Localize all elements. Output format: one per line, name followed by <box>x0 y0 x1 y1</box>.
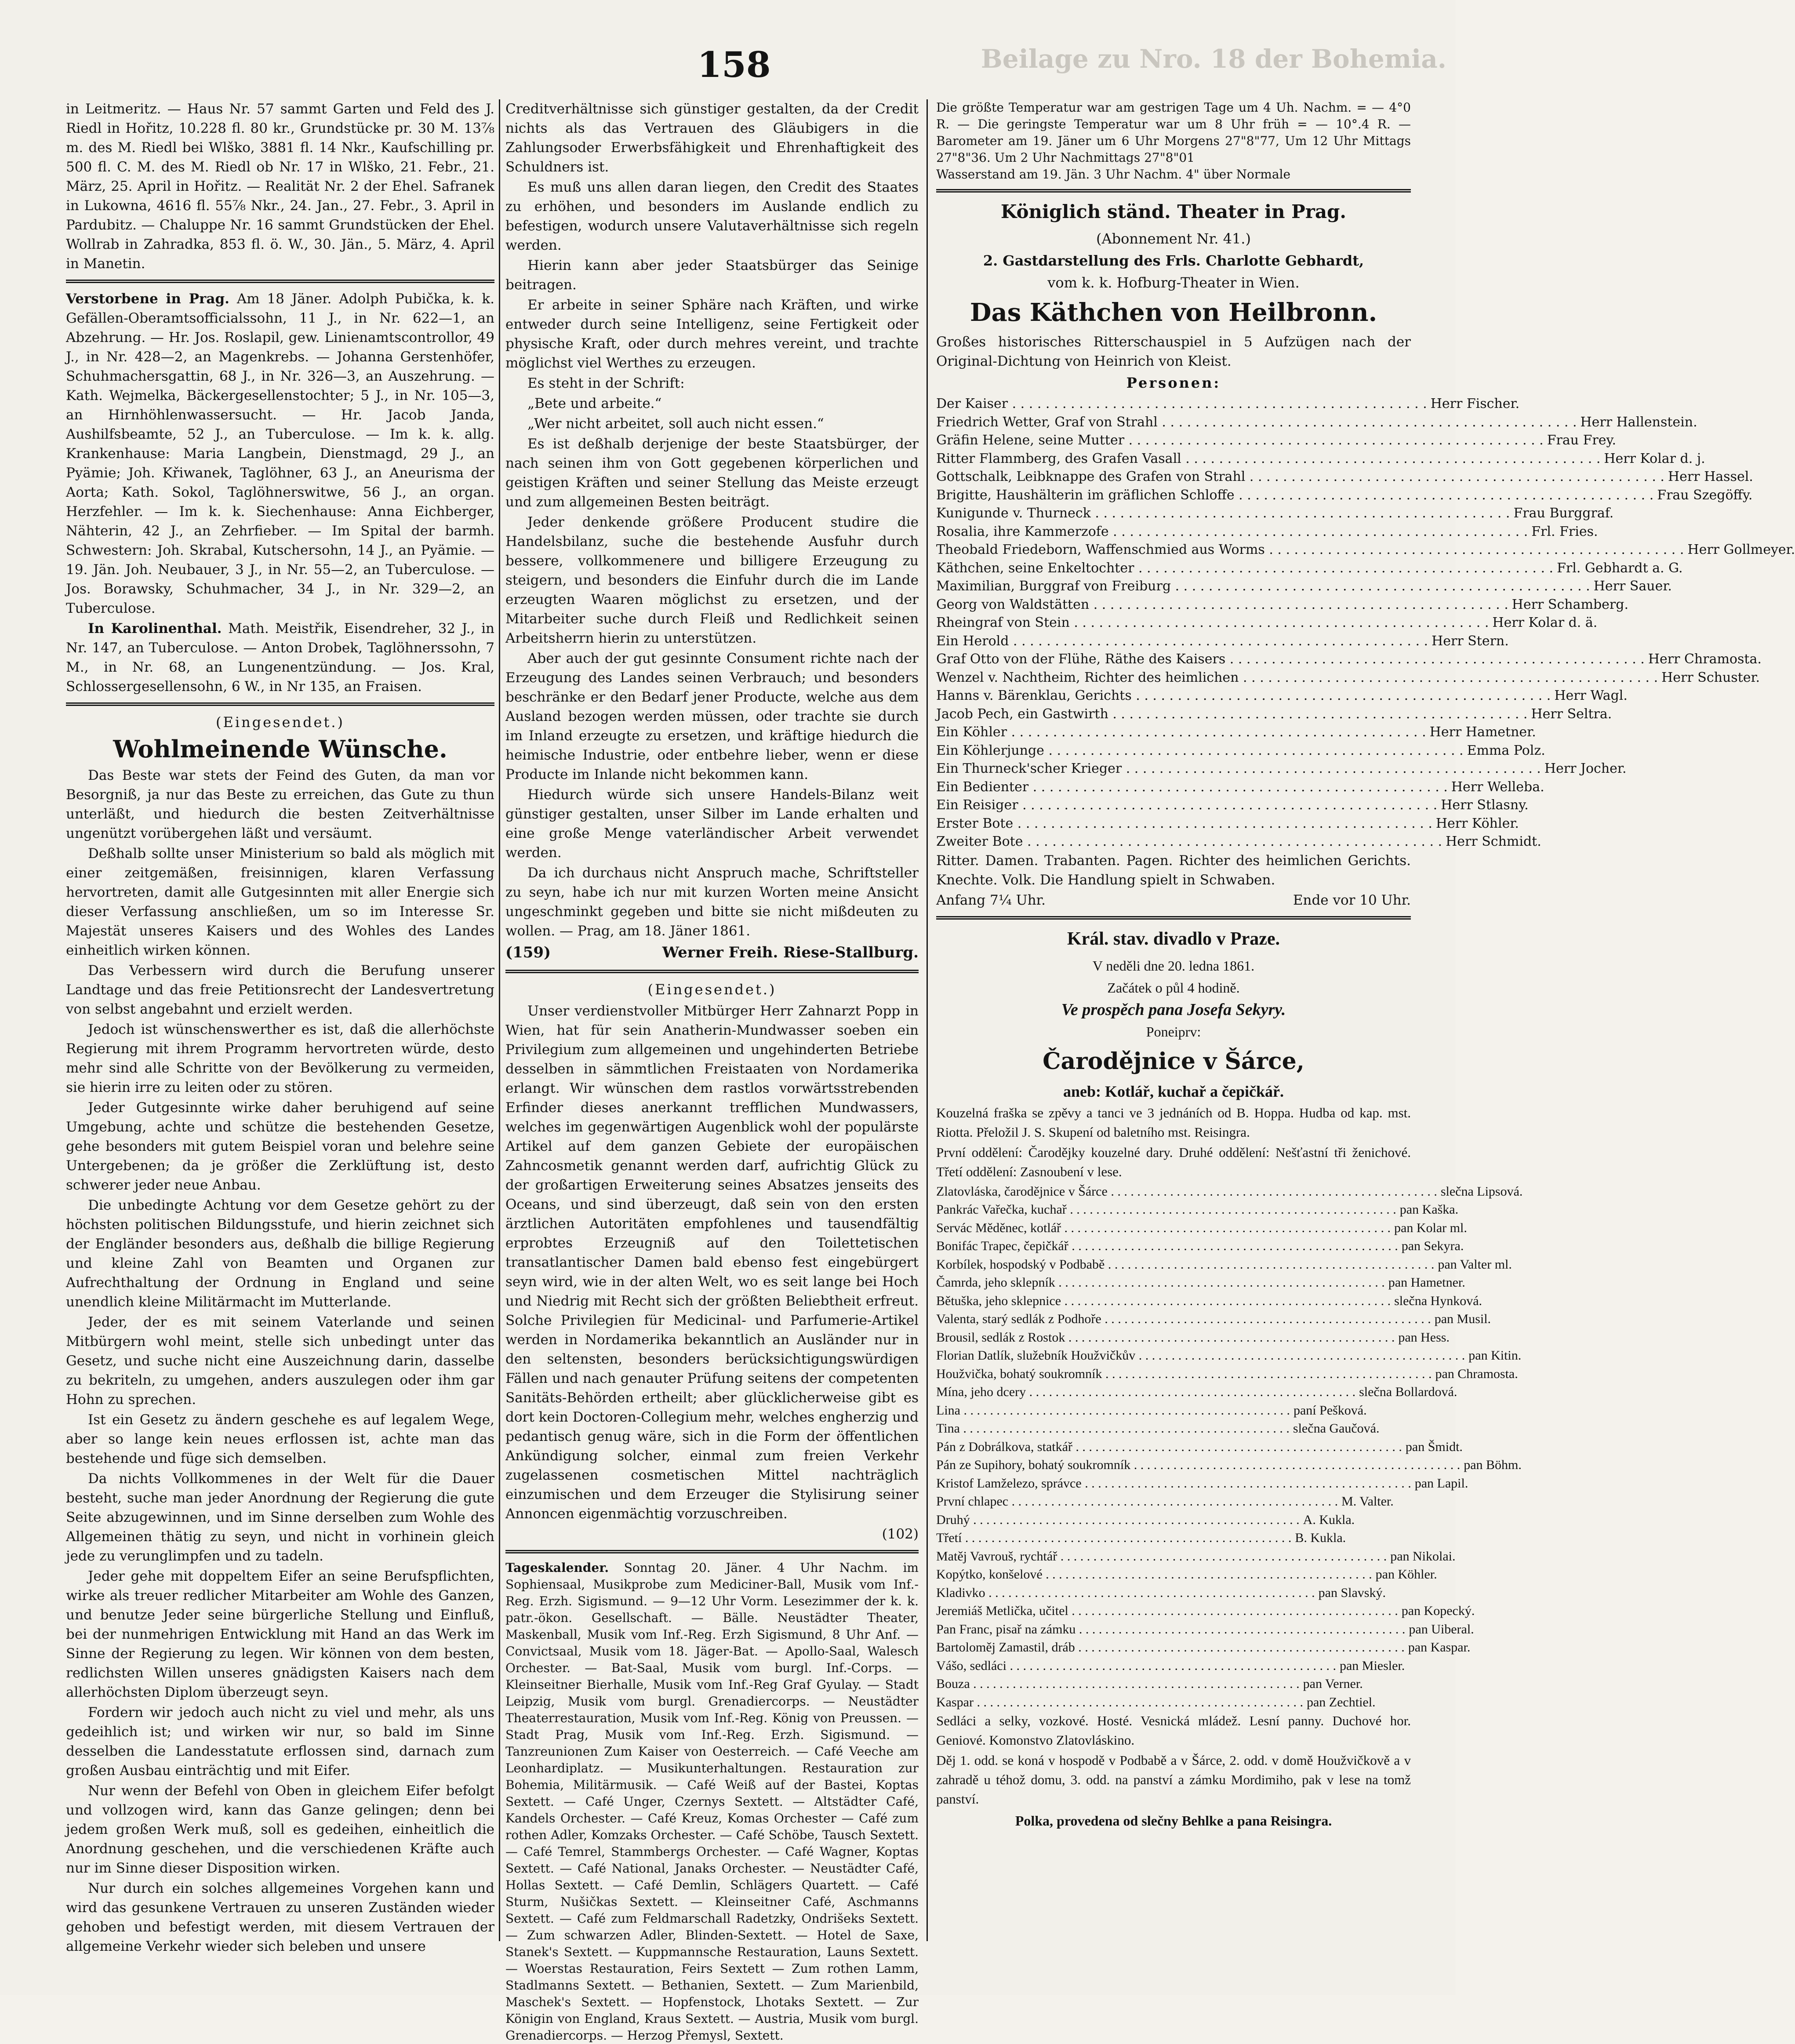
wishes-paragraph: Jeder, der es mit seinem Vaterlande und seinen Mitbürgern wohl meint, stelle sich unbedingt unter das Gesetz, und suche nicht eine Auszeichnung darin, dasselbe zu bekriteln, zu umgehen, anders auszulegen oder ihm gar Hohn zu sprechen. <box>66 1314 494 1408</box>
cast-role: Čamrda, jeho sklepník . . . <box>936 1273 1385 1292</box>
cast-role: Theobald Friedeborn, Waffenschmied aus Worms . . . <box>936 541 1684 559</box>
cast-actor: pan Valter ml. <box>1438 1257 1512 1272</box>
wishes-continued: Jeder denkende größere Producent studire die Handelsbilanz, suche die bestehende Ausfuhr durch bessere, vollkommenere und billigere Erzeugung zu steigern, und besonders die Einfuhr durch die im Lande erzeugten Waaren möglichst zu ersetzen, und der Mitarbeiter suche durch Fleiß und Redlichkeit seinen Arbeitsherrn hierin zu unterstützen. <box>505 514 919 646</box>
signature-name: Werner Freih. Riese-Stallburg. <box>662 944 919 961</box>
cast-entry <box>936 1492 1411 1511</box>
cast-entry <box>936 742 1545 760</box>
cast-actor: Herr Köhler. <box>1435 815 1519 831</box>
cast-entry <box>936 1529 1411 1547</box>
wishes-paragraph: Deßhalb sollte unser Ministerium so bald als möglich mit einer zeitgemäßen, freisinnigen, klaren Verfassung hervortreten, damit alle Gutgesinnten mit aller Energie sich dieser Verfassung anschließen, um so im Interesse Sr. Majestät unseres Kaisers und des Wohles des Landes einheitlich wirken können. <box>66 846 494 958</box>
cast-entry <box>936 1675 1411 1693</box>
cast-actor: Herr Stlasny. <box>1441 797 1529 813</box>
cast-role: Vášo, sedláci . . . <box>936 1657 1336 1675</box>
cast-entry <box>936 596 1628 614</box>
cast-entry <box>936 1401 1411 1420</box>
cast-entry <box>936 1511 1411 1529</box>
cast-actor: Herr Gollmeyer. <box>1687 542 1795 557</box>
cast-role: Jacob Pech, ein Gastwirth . . . <box>936 705 1527 724</box>
cast-role: Matěj Vavrouš, rychtář . . . <box>936 1547 1387 1566</box>
wishes-continued: Es ist deßhalb derjenige der beste Staatsbürger, der nach seinen ihm von Gott gegebenen körperlichen und geistigen Kräften und seiner Stellung das Meiste erzeugt und zum allgemeinen Besten beiträgt. <box>505 436 919 510</box>
cast-actor: Herr Kolar d. j. <box>1604 451 1705 466</box>
water-level: Wasserstand am 19. Jän. 3 Uhr Nachm. 4" über Normale <box>936 167 1291 182</box>
cz-theater-title: Král. stav. divadlo v Praze. <box>1067 928 1280 949</box>
cast-actor: Frau Frey. <box>1547 433 1617 448</box>
cast-role: Der Kaiser . . . <box>936 395 1427 413</box>
cast-actor: pan Slavský. <box>1318 1585 1386 1600</box>
cz-description: Kouzelná fraška se zpěvy a tanci ve 3 jednáních od B. Hoppa. Hudba od kap. mst. Riotta. Přeložil J. S. Skupení od baletního mst. Reisingra. <box>936 1105 1411 1140</box>
wishes-title: Wohlmeinende Wünsche. <box>113 735 447 763</box>
column-divider-2 <box>927 99 928 1941</box>
cast-role: Zlatovláska, čarodějnice v Šárce . . . <box>936 1182 1437 1201</box>
wishes-continued: Es steht in der Schrift: <box>527 375 685 391</box>
signature-number: (159) <box>505 944 551 961</box>
cast-entry <box>936 395 1520 413</box>
cast-actor: Herr Wagl. <box>1554 688 1628 703</box>
cast-actor: Herr Sauer. <box>1593 578 1672 594</box>
cz-play-subtitle: aneb: Kotlář, kuchař a čepičkář. <box>1063 1082 1284 1100</box>
cast-entry <box>936 705 1612 724</box>
cz-benefit: Ve prospěch pana Josefa Sekyry. <box>1061 1000 1286 1019</box>
cast-entry <box>936 504 1614 523</box>
cz-extras: Sedláci a selky, vozkové. Hosté. Vesnická mládež. Lesní panny. Duchové hor. Geniové. Komonstvo Zlatovláskino. <box>936 1713 1411 1748</box>
cz-play-title: Čarodějnice v Šárce, <box>1043 1047 1304 1075</box>
hofburg: vom k. k. Hofburg-Theater in Wien. <box>1047 274 1300 291</box>
cast-role: Ein Reisiger . . . <box>936 796 1437 815</box>
cast-actor: slečna Lipsová. <box>1440 1184 1523 1199</box>
cast-role: Houžvička, bohatý soukromník . . . <box>936 1365 1432 1383</box>
cast-entry <box>936 413 1697 432</box>
cast-role: Kunigunde v. Thurneck . . . <box>936 504 1510 523</box>
cast-entry <box>936 431 1617 450</box>
cast-role: Georg von Waldstätten . . . <box>936 596 1508 614</box>
german-cast-list <box>936 395 1795 851</box>
cast-role: Gottschalk, Leibknappe des Grafen von Strahl . . . <box>936 468 1664 486</box>
play-subtitle: Großes historisches Ritterschauspiel in 5 Aufzügen nach der Original-Dichtung von Heinrich von Kleist. <box>936 334 1411 369</box>
cast-actor: slečna Bollardová. <box>1359 1385 1457 1399</box>
divider <box>66 280 494 283</box>
play-title: Das Käthchen von Heilbronn. <box>970 298 1377 327</box>
wishes-paragraph: Nur durch ein solches allgemeines Vorgehen kann und wird das gesunkene Vertrauen zu unseren Zuständen wieder gehoben und befestigt werden, mit diesem Vertrauen der allgemeine Verkehr wieder sich beleben und unsere <box>66 1880 494 1954</box>
cast-role: První chlapec . . . <box>936 1492 1338 1511</box>
cast-actor: A. Kukla. <box>1303 1512 1355 1527</box>
cast-actor: Herr Seltra. <box>1531 706 1612 722</box>
cast-role: Jeremiáš Metlička, učitel . . . <box>936 1602 1398 1620</box>
wishes-paragraph: Jeder gehe mit doppeltem Eifer an seine Berufspflichten, wirke als treuer redlicher Mitarbeiter am Wohle des Ganzen, und benutze Jeder seine bürgerliche Stellung und Einfluß, bei der nunmehrigen Entwicklung mit Hand an das Werk im Sinne der Regierung zu legen. Wir können von dem besten, redlichsten Willen unseres gnädigsten Kaisers nach dem allerhöchsten Diplom überzeugt seyn. <box>66 1568 494 1700</box>
scripture-quote: „Wer nicht arbeitet, soll auch nicht essen.“ <box>527 416 824 432</box>
cast-actor: Frau Burggraf. <box>1513 506 1614 521</box>
cast-actor: pan Šmidt. <box>1405 1439 1463 1454</box>
cast-actor: pan Kitin. <box>1468 1348 1522 1363</box>
karolinenthal-notice <box>66 619 494 696</box>
cast-entry <box>936 1292 1483 1310</box>
cast-entry <box>936 1474 1468 1493</box>
cast-actor: pan Böhm. <box>1464 1458 1522 1472</box>
cast-entry <box>936 1547 1456 1566</box>
cast-actor: Herr Welleba. <box>1451 779 1544 795</box>
cast-entry <box>936 1237 1464 1255</box>
wishes-continued: Aber auch der gut gesinnte Consument richte nach der Erzeugung des Landes seinen Verbrauch; und besonders beschränke er den Bedarf jener Producte, welche aus dem Ausland bezogen werden müssen, oder trachte sie durch im Inland erzeugte zu ersetzen, und kräftige hiedurch die heimische Industrie, oder entbehre lieber, wenn er diese Producte im Inlande nicht bekommen kann. <box>505 651 919 782</box>
cast-entry <box>936 632 1509 651</box>
cast-entry <box>936 1273 1465 1292</box>
cast-actor: pan Köhler. <box>1375 1567 1437 1582</box>
cast-role: Ein Thurneck'scher Krieger . . . <box>936 760 1541 778</box>
cast-entry <box>936 450 1705 468</box>
cast-role: Erster Bote . . . <box>936 815 1432 833</box>
divider <box>66 702 494 706</box>
cast-entry <box>936 723 1536 742</box>
czech-cast-list <box>936 1182 1523 1712</box>
cast-entry <box>936 1565 1437 1584</box>
cast-entry <box>936 1438 1463 1456</box>
cast-role: Hanns v. Bärenklau, Gerichts . . . <box>936 687 1551 705</box>
cast-role: Mína, jeho dcery . . . <box>936 1383 1355 1401</box>
cast-role: Valenta, starý sedlák z Podhoře . . . <box>936 1310 1431 1328</box>
cz-ponejprv: Poneiprv: <box>1146 1023 1201 1040</box>
cast-actor: slečna Hynková. <box>1394 1293 1483 1308</box>
zahnarzt-notice: Unser verdienstvoller Mitbürger Herr Zahnarzt Popp in Wien, hat für sein Anatherin-Mundwasser soeben ein Privilegium zum allgemeinen und ungehinderten Betriebe desselben in sämmtlichen Freistaaten von Nordamerika erlangt. Wir wünschen dem rastlos vorwärtsstrebenden Erfinder dieses anerkannt trefflichen Mundwassers, welches im gegenwärtigen Augenblick wohl der populärste Artikel auf dem ganzen Gebiete der europäischen Zahncosmetik genannt werden darf, aufrichtig Glück zu der großartigen Erweiterung seines Absatzes jenseits des Oceans, und sind überzeugt, daß sein von den ersten ärztlichen Autoritäten empfohlenes und tausendfältig erprobtes Erzeugniß auf den Toilettetischen transatlantischer Damen bald ebenso fest eingebürgert seyn wird, wie in der alten Welt, wo es seit lange bei Hoch und Niedrig mit Recht sich der größten Beliebtheit erfreut. Solche Privilegien für Medicinal- und Parfumerie-Artikel werden in Nordamerika bekanntlich an Ausländer nur in den seltensten, besonders berücksichtigungswürdigen Fällen und nach genauter Prüfung seitens der competenten Sanitäts-Behörden ertheilt; aber glücklicherweise gibt es dort kein Doctoren-Collegium mehr, welches engherzig und pedantisch genug wäre, sich in die Form der öffentlichen Ankündigung solcher, einmal zum freien Verkehr zugelassenen cosmetischen Mittel nachträglich einzumischen und dem Erzeuger die Stylisirung seiner Annoncen eigenmächtig vorzuschreiben. <box>505 1003 919 1522</box>
deceased-title: Verstorbene in Prag. <box>66 291 229 307</box>
cast-role: Zweiter Bote . . . <box>936 833 1442 851</box>
cast-entry <box>936 614 1598 632</box>
cast-entry <box>936 1255 1512 1274</box>
wishes-paragraph: Ist ein Gesetz zu ändern geschehe es auf legalem Wege, aber so lange kein neues erflossen ist, achte man das bestehende und füge sich demselben. <box>66 1412 494 1466</box>
property-notices: in Leitmeritz. — Haus Nr. 57 sammt Garten und Feld des J. Riedl in Hořitz, 10.228 fl. 80 kr., Grundstücke pr. 30 M. 13⅞ m. des M. Riedl bei Wlško, 3881 fl. 14 Nkr., Kaufschilling pr. 500 fl. C. M. des M. Riedl ob Nr. 17 in Wlško, 21. Febr., 21. März, 25. April in Hořitz. — Realität Nr. 2 der Ehel. Safranek in Lukowna, 4616 fl. 55⅞ Nkr., 24. Jan., 27. Febr., 3. April in Pardubitz. — Chaluppe Nr. 16 sammt Grundstücken der Ehel. Wollrab in Zahradka, 853 fl. ö. W., 30. Jän., 5. März, 4. April in Manetin. <box>66 101 494 272</box>
cast-actor: pan Nikolai. <box>1390 1549 1456 1564</box>
gastdarstellung: 2. Gastdarstellung des Frls. Charlotte Gebhardt, <box>983 252 1364 269</box>
cz-scene: Děj 1. odd. se koná v hospodě v Podbabě a v Šárce, 2. odd. v domě Houžvičkově a v zahradě u téhož domu, 3. odd. na panství a zámku Mordimiho, pak v lese na tomž panství. <box>936 1753 1411 1807</box>
cast-entry <box>936 669 1760 687</box>
cast-actor: pan Kopecký. <box>1401 1604 1475 1618</box>
cast-actor: Herr Fischer. <box>1430 396 1520 411</box>
cast-entry <box>936 1657 1411 1675</box>
column-2 <box>505 99 919 2043</box>
cast-role: Tina . . . <box>936 1419 1290 1438</box>
cast-role: Gräfin Helene, seine Mutter . . . <box>936 431 1544 450</box>
cast-actor: slečna Gaučová. <box>1293 1421 1380 1436</box>
cast-entry <box>936 1365 1518 1383</box>
cast-actor: B. Kukla. <box>1295 1531 1346 1545</box>
cast-role: Korbílek, hospodský v Podbabě . . . <box>936 1255 1434 1274</box>
personen-heading: Personen: <box>1126 375 1221 391</box>
cz-date: V neděli dne 20. ledna 1861. <box>1092 957 1255 974</box>
cast-role: Ritter Flammberg, des Grafen Vasall . . . <box>936 450 1600 468</box>
cast-role: Bonifác Trapec, čepičkář . . . <box>936 1237 1398 1255</box>
time-row <box>936 891 1411 910</box>
cast-actor: Herr Stern. <box>1432 633 1509 649</box>
cast-actor: Herr Jocher. <box>1544 761 1627 776</box>
cast-role: Pán ze Supihory, bohatý soukromník . . . <box>936 1456 1460 1474</box>
cast-actor: Frau Szegöffy. <box>1657 487 1753 503</box>
divider <box>936 916 1411 920</box>
cast-role: Rosalia, ihre Kammerzofe . . . <box>936 523 1528 541</box>
cast-actor: Herr Hametner. <box>1429 724 1536 740</box>
cast-role: Rheingraf von Stein . . . <box>936 614 1489 632</box>
tageskalender-text: Sonntag 20. Jäner. 4 Uhr Nachm. im Sophiensaal, Musikprobe zum Mediciner-Ball, Musik vom Inf.-Reg. Erzh. Sigismund. — 9—12 Uhr Vorm. Lesezimmer der k. k. patr.-ökon. Gesellschaft. — Bälle. Neustädter Theater, Maskenball, Musik vom Inf.-Reg. Erzh Sigismund, 8 Uhr Anf. — Convictsaal, Musik vom 18. Jäger-Bat. — Apollo-Saal, Walesch Orchester. — Bat-Saal, Musik vom burgl. Inf.-Corps. — Kleinseitner Bierhalle, Musik vom Inf.-Reg Graf Gyulay. — Stadt Leipzig, Musik vom burgl. Grenadiercorps. — Neustädter Theaterrestauration, Musik vom Inf.-Reg. König von Preussen. — Stadt Prag, Musik vom Inf.-Reg. Erzh. Sigismund. — Tanzreunionen Zum Kaiser von Oesterreich. — Café Veeche am Leonhardiplatz. — Musikunterhaltungen. Restauration zur Bohemia, Militärmusik. — Café Weiß auf der Bastei, Koptas Sextett. — Café Unger, Czernys Sextett. — Altstädter Café, Kandels Orchester. — Café Kreuz, Komas Orchester — Café zum rothen Adler, Komzaks Orchester. — Café Schöbe, Tausch Sextett. — Café Temrel, Stammbergs Orchester. — Café Wagner, Koptas Sextett. — Café National, Janaks Orchester. — Neustädter Café, Hollas Sextett. — Café Demlin, Schlägers Quartett. — Café Sturm, Nušičkas Sextett. — Kleinseitner Café, Aschmanns Sextett. — Café zum Feldmarschall Radetzky, Ondrišeks Sextett. — Zum schwarzen Adler, Blinden-Sextett. — Hotel de Saxe, Stanek's Sextett. — Kuppmannsche Restauration, Launs Sextett. — Woerstas Restauration, Feirs Sextett — Zum rothen Lamm, Stadlmanns Sextett. — Bethanien, Sextett. — Zum Marienbild, Maschek's Sextett. — Hopfenstock, Lhotaks Sextett. — Zur Königin von England, Kraus Sextett. — Austria, Musik vom burgl. Grenadiercorps. — Herzog Přemysl, Sextett. <box>505 1560 919 2043</box>
cast-actor: pan Hess. <box>1398 1330 1450 1345</box>
column-divider-1 <box>499 99 500 1941</box>
cz-start: Začátek o půl 4 hodině. <box>1107 979 1240 996</box>
cast-role: Wenzel v. Nachtheim, Richter des heimlichen . . . <box>936 669 1658 687</box>
cast-role: Brigitte, Haushälterin im gräflichen Schloffe . . . <box>936 486 1653 505</box>
cast-actor: pan Lapil. <box>1414 1476 1468 1491</box>
cast-entry <box>936 1419 1411 1438</box>
cast-role: Graf Otto von der Flühe, Räthe des Kaisers . . . <box>936 650 1645 669</box>
wishes-paragraph: Die unbedingte Achtung vor dem Gesetze gehört zu der höchsten politischen Bildungsstufe, und hierin zeichnet sich der Engländer besonders aus, deßhalb die billige Regierung und kleine Zahl von Beamten und Organen zur Aufrechthaltung der Ordnung in England und seine unendlich kleine Militärmacht im Mutterlande. <box>66 1197 494 1310</box>
cast-role: Maximilian, Burggraf von Freiburg . . . <box>936 577 1590 596</box>
cast-actor: paní Pešková. <box>1293 1403 1367 1418</box>
bleed-through-header: Beilage zu Nro. 18 der Bohemia. <box>981 44 1446 74</box>
scripture-quote: „Bete und arbeite.“ <box>527 396 662 411</box>
cast-role: Bětuška, jeho sklepnice . . . <box>936 1292 1391 1310</box>
wishes-paragraph: Das Verbessern wird durch die Berufung unserer Landtage und das freie Petitionsrecht der Landesvertretung von selbst angebahnt und erzielt werden. <box>66 963 494 1017</box>
cast-actor: Herr Schmidt. <box>1446 834 1541 849</box>
cast-entry <box>936 1584 1411 1602</box>
cast-entry <box>936 687 1628 705</box>
cast-actor: pan Kolar ml. <box>1394 1220 1467 1235</box>
cast-entry <box>936 778 1544 797</box>
theater-title: Königlich ständ. Theater in Prag. <box>1000 201 1347 222</box>
wishes-paragraph: Nur wenn der Befehl von Oben in gleichem Eifer befolgt und vollzogen wird, kann das Ganze gelingen; denn bei jedem großen Werk muß, soll es gedeihen, einheitlich die Anordnung geschehen, und die verschiedenen Kräfte auch nur im Sinne dieser Disposition wirken. <box>66 1783 494 1876</box>
cast-entry <box>936 1346 1522 1365</box>
cast-actor: pan Musil. <box>1434 1312 1491 1326</box>
cast-role: Třetí . . . <box>936 1529 1291 1547</box>
cast-entry <box>936 1182 1523 1201</box>
wishes-paragraph: Jeder Gutgesinnte wirke daher beruhigend auf seine Umgebung, achte und schütze die bestehenden Gesetze, gehe besonders mit gutem Beispiel voran und belehre seine Untergebenen; da je größer die Zerklüftung ist, desto schwerer jeder neue Anbau. <box>66 1100 494 1193</box>
eingesendet-label: (Eingesendet.) <box>215 714 345 731</box>
signature <box>505 942 919 964</box>
cast-role: Druhý . . . <box>936 1511 1300 1529</box>
cast-entry <box>936 1620 1474 1639</box>
tageskalender-title: Tageskalender. <box>505 1560 609 1575</box>
cast-role: Ein Herold . . . <box>936 632 1428 651</box>
cast-actor: Herr Kolar d. ä. <box>1492 615 1598 630</box>
cast-role: Friedrich Wetter, Graf von Strahl . . . <box>936 413 1577 432</box>
cast-role: Kopýtko, konšelové . . . <box>936 1565 1372 1584</box>
cast-actor: pan Kaspar. <box>1408 1640 1471 1655</box>
zahnarzt-number: (102) <box>882 1526 919 1542</box>
cast-entry <box>936 468 1753 486</box>
cast-actor: Herr Hallenstein. <box>1580 414 1697 430</box>
cast-actor: pan Miesler. <box>1339 1658 1405 1673</box>
cz-polka: Polka, provedena od slečny Behlke a pana Reisingra. <box>1015 1813 1332 1829</box>
page-number: 158 <box>697 44 771 85</box>
cast-actor: pan Hametner. <box>1388 1275 1465 1290</box>
cast-entry <box>936 650 1762 669</box>
cast-actor: M. Valter. <box>1341 1494 1394 1509</box>
wishes-continued: Da ich durchaus nicht Anspruch mache, Schriftsteller zu seyn, habe ich nur mit kurzen Worten meine Ansicht ungeschminkt gegeben und bitte sie nicht mißdeuten zu wollen. — Prag, am 18. Jäner 1861. <box>505 865 919 939</box>
wishes-continued: Hiedurch würde sich unsere Handels-Bilanz weit günstiger gestalten, unser Silber im Lande erhalten und eine große Menge vaterländischer Arbeit verwendet werden. <box>505 787 919 861</box>
start-time: Anfang 7¼ Uhr. <box>936 892 1046 908</box>
cast-entry <box>936 1310 1491 1328</box>
cast-actor: pan Sekyra. <box>1401 1239 1464 1253</box>
weather-report: Die größte Temperatur war am gestrigen Tage um 4 Uh. Nachm. = — 4°0 R. — Die geringste Temperatur war um 8 Uhr früh = — 10°.4 R. — Barometer am 19. Jäner um 6 Uhr Morgens 27"8"77, Um 12 Uhr Mittags 27"8"36. Um 2 Uhr Nachmittags 27"8"01 <box>936 100 1411 165</box>
cast-entry <box>936 486 1753 505</box>
cast-entry <box>936 1383 1457 1401</box>
cast-role: Ein Köhlerjunge . . . <box>936 742 1464 760</box>
cast-role: Ein Köhler . . . <box>936 723 1426 742</box>
wishes-continued: Creditverhältnisse sich günstiger gestalten, da der Credit nichts als das Vertrauen des Gläubigers in die Zahlungsoder Erwerbsfähigkeit und Ehrenhaftigkeit des Schuldners ist. <box>505 101 919 175</box>
tageskalender <box>505 1560 919 2044</box>
wishes-continued: Es muß uns allen daran liegen, den Credit des Staates zu erhöhen, und besonders im Auslande endlich zu befestigen, wodurch unsere Valutaverhältnisse sich regeln werden. <box>505 179 919 253</box>
cast-entry <box>936 523 1598 541</box>
cast-role: Ein Bedienter . . . <box>936 778 1448 797</box>
cast-role: Kaspar . . . <box>936 1693 1303 1712</box>
cast-entry <box>936 1328 1450 1347</box>
cast-actor: Herr Schamberg. <box>1512 596 1628 612</box>
cast-entry <box>936 559 1683 578</box>
cast-role: Bouza . . . <box>936 1675 1300 1693</box>
cast-entry <box>936 760 1627 778</box>
wishes-paragraph: Da nichts Vollkommenes in der Welt für die Dauer besteht, suche man jeder Anordnung der Regierung die gute Seite abzugewinnen, und im Sinne derselben zum Wohle des Allgemeinen thätig zu seyn, und nicht in vorhinein gleich jede zu verunglimpfen und zu tadeln. <box>66 1471 494 1564</box>
wishes-paragraph: Fordern wir jedoch auch nicht zu viel und mehr, als uns gedeihlich ist; und wirken wir nur, so bald im Sinne desselben die Landesstatute erflossen sind, darnach zum großen Ausbau einträchtig und mit Eifer. <box>66 1705 494 1778</box>
wishes-continued: Er arbeite in seiner Sphäre nach Kräften, und wirke entweder durch seine Intelligenz, seine Fertigkeit oder physische Kraft, oder durch mehres vereint, und trachte möglichst viel Werthes zu erzeugen. <box>505 297 919 371</box>
cast-entry <box>936 541 1795 559</box>
cast-role: Pankrác Vařečka, kuchař . . . <box>936 1200 1396 1219</box>
cast-entry <box>936 833 1541 851</box>
cast-actor: pan Zechtiel. <box>1306 1695 1376 1709</box>
cast-entry <box>936 1219 1467 1237</box>
divider <box>936 189 1411 193</box>
cast-entry <box>936 1456 1522 1474</box>
deceased-notice <box>66 289 494 618</box>
cz-acts: První oddělení: Čarodějky kouzelné dary. Druhé oddělení: Nešťastní tři ženichové. Třetí oddělení: Zasnoubení v lese. <box>936 1144 1411 1179</box>
column-3 <box>936 99 1795 1954</box>
cast-actor: pan Kaška. <box>1399 1202 1459 1217</box>
cast-entry <box>936 796 1529 815</box>
cast-actor: pan Chramosta. <box>1435 1366 1518 1381</box>
cast-role: Florian Datlík, služebník Houžvičkův . . . <box>936 1346 1465 1365</box>
cast-entry <box>936 577 1672 596</box>
cast-role: Bartoloměj Zamastil, dráb . . . <box>936 1638 1405 1657</box>
cast-role: Pán z Dobrálkova, statkář . . . <box>936 1438 1402 1456</box>
cast-entry <box>936 1602 1475 1620</box>
cast-actor: pan Uiberal. <box>1409 1622 1474 1637</box>
cast-actor: Frl. Fries. <box>1531 524 1598 539</box>
cast-actor: Emma Polz. <box>1467 742 1545 758</box>
end-time: Ende vor 10 Uhr. <box>1293 892 1411 908</box>
cast-role: Lina . . . <box>936 1401 1290 1420</box>
cast-role: Kladivko . . . <box>936 1584 1315 1602</box>
cast-actor: Herr Schuster. <box>1661 669 1760 685</box>
wishes-paragraph: Das Beste war stets der Feind des Guten, da man vor Besorgniß, ja nur das Beste zu erreichen, das Gute zu thun unterläßt, und hiedurch die besten Zeitverhältnisse ungenützt vorübergehen läßt und versäumt. <box>66 767 494 841</box>
cast-entry <box>936 815 1519 833</box>
divider <box>505 1550 919 1553</box>
cast-entry <box>936 1200 1459 1219</box>
cast-role: Pan Franc, pisař na zámku . . . <box>936 1620 1405 1639</box>
cast-entry <box>936 1693 1411 1712</box>
cast-role: Käthchen, seine Enkeltochter . . . <box>936 559 1553 578</box>
eingesendet-label: (Eingesendet.) <box>647 981 777 998</box>
wishes-paragraph: Jedoch ist wünschenswerther es ist, daß die allerhöchste Regierung mit ihrem Programm hervortreten würde, desto mehr sind alle Schritte von der Bevölkerung zu vermeiden, sie hierin irre zu leiten oder zu stören. <box>66 1022 494 1095</box>
cast-actor: Herr Chramosta. <box>1648 651 1762 667</box>
cast-role: Servác Měděnec, kotlář . . . <box>936 1219 1391 1237</box>
karolinenthal-text: Math. Meistřik, Eisendreher, 32 J., in Nr. 147, an Tuberculose. — Anton Drobek, Taglöhnerssohn, 7 M., in Nr. 68, an Lungenentzündung. — Jos. Kral, Schlossergesellensohn, 6 W., in Nr 135, an Fraisen. <box>66 621 494 695</box>
cast-entry <box>936 1638 1471 1657</box>
cast-extras: Ritter. Damen. Trabanten. Pagen. Richter des heimlichen Gerichts. Knechte. Volk. Die Handlung spielt in Schwaben. <box>936 852 1411 888</box>
cast-actor: Herr Hassel. <box>1668 469 1753 484</box>
divider <box>505 970 919 973</box>
wishes-continued: Hierin kann aber jeder Staatsbürger das Seinige beitragen. <box>505 258 919 293</box>
cast-actor: Frl. Gebhardt a. G. <box>1557 560 1683 576</box>
abonnement: (Abonnement Nr. 41.) <box>1096 230 1251 247</box>
cast-role: Brousil, sedlák z Rostok . . . <box>936 1328 1395 1347</box>
deceased-text: Am 18 Jäner. Adolph Pubička, k. k. Gefällen-Oberamtsofficialssohn, 11 J., in Nr. 622—1, an Abzehrung. — Hr. Jos. Roslapil, gew. Linienamtscontrollor, 49 J., in Nr. 428—2, an Magenkrebs. — Johanna Gerstenhöfer, Schuhmachersgattin, 68 J., in Nr. 326—3, an Auszehrung. — Kath. Wejmelka, Bäckergesellenstochter; 5 J., in Nr. 105—3, an Hirnhöhlenwassersucht. — Hr. Jacob Janda, Aushilfsbeamte, 52 J., an Tuberculose. — Im k. k. allg. Krankenhause: Maria Langbein, Dienstmagd, 29 J., an Pyämie; Joh. Křiwanek, Taglöhner, 63 J., an Aneurisma der Aorta; Kath. Sokol, Taglöhnerswitwe, 56 J., an organ. Herzfehler. — Im k. k. Siechenhause: Anna Eichberger, Nähterin, 42 J., an Zehrfieber. — Im Spital der barmh. Schwestern: Joh. Skrabal, Kutschersohn, 14 J., an Pyämie. — 19. Jän. Joh. Neubauer, 3 J., in Nr. 55—2, an Tuberculose. — Jos. Borawsky, Schuhmacher, 34 J., in Nr. 329—2, an Tuberculose. <box>66 291 494 616</box>
karolinenthal-title: In Karolinenthal. <box>88 621 222 636</box>
column-1 <box>66 99 494 1954</box>
cast-actor: pan Verner. <box>1303 1677 1363 1691</box>
cast-role: Kristof Lamželezo, správce . . . <box>936 1474 1411 1493</box>
